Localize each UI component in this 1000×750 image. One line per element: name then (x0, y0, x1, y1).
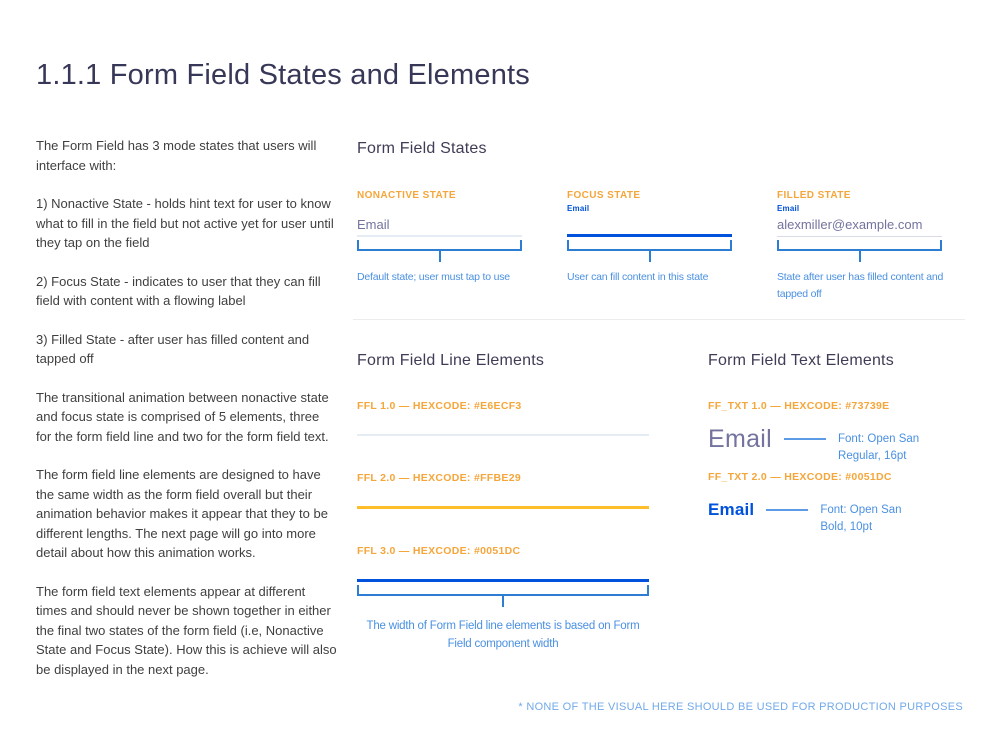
width-bracket (357, 585, 649, 596)
section-divider (353, 319, 965, 320)
field-underline (777, 236, 942, 237)
field-value-text: alexmiller@example.com (777, 217, 923, 232)
font-note-line: Font: Open San (820, 503, 902, 516)
ffl-2-line-swatch (357, 506, 649, 509)
state-caption: User can fill content in this state (567, 271, 709, 283)
intro-paragraph: The form field line elements are designed to have the same width as the form field overall but their animation behavior makes it appear that they to be different lengths. The next page will go into more detail about how this animation works. (36, 467, 328, 560)
form-field-demo-filled (777, 202, 942, 237)
texts-body (708, 400, 970, 533)
fftxt-1-label: FF_TXT 1.0 — HEXCODE: #73739E (708, 400, 890, 412)
field-underline (567, 234, 732, 237)
intro-text (36, 136, 338, 698)
font-note-line: Regular, 16pt (838, 450, 907, 463)
width-bracket (567, 240, 732, 251)
lines-caption: The width of Form Field line elements is based on Form Field component width (366, 620, 640, 650)
page-title: 1.1.1 Form Field States and Elements (36, 59, 530, 92)
width-bracket (777, 240, 942, 251)
ffl-2-label: FFL 2.0 — HEXCODE: #FFBE29 (357, 472, 521, 484)
texts-section-heading: Form Field Text Elements (708, 352, 894, 369)
fftxt-1-sample-row (708, 422, 970, 463)
fftxt-2-label: FF_TXT 2.0 — HEXCODE: #0051DC (708, 470, 892, 483)
state-label: FOCUS STATE (567, 190, 641, 201)
connector-line (766, 509, 808, 511)
intro-paragraph: 3) Filled State - after user has filled content and tapped off (36, 331, 310, 366)
state-nonactive (357, 190, 522, 303)
fftxt-2-sample-row (708, 493, 970, 533)
lines-section-heading: Form Field Line Elements (357, 352, 545, 369)
ffl-3-label: FFL 3.0 — HEXCODE: #0051DC (357, 545, 521, 557)
state-filled (777, 190, 942, 303)
form-field-text-elements-section (708, 352, 970, 541)
fftxt-1-sample-text: Email (708, 424, 773, 453)
form-field-demo-nonactive (357, 202, 522, 237)
ffl-1-line-swatch (357, 434, 649, 436)
intro-paragraph: The form field text elements appear at different times and should never be shown together in either the final two states of the form field (i.e, Nonactive State and Focus State). How this is achieve will also be displayed in the next page. (36, 583, 337, 677)
intro-paragraph: 1) Nonactive State - holds hint text for user to know what to fill in the field but not active yet for user until they tap on the field (36, 196, 334, 250)
intro-paragraph: 2) Focus State - indicates to user that they can fill field with content with a flowing label (36, 273, 321, 308)
ffl-1-label: FFL 1.0 — HEXCODE: #E6ECF3 (357, 400, 522, 412)
production-disclaimer: * NONE OF THE VISUAL HERE SHOULD BE USED FOR PRODUCTION PURPOSES (518, 701, 963, 713)
state-focus (567, 190, 732, 303)
states-row (357, 190, 943, 303)
field-hint-text: Email (357, 217, 390, 232)
form-field-states-section (357, 140, 943, 303)
intro-paragraph: The Form Field has 3 mode states that users will interface with: (36, 138, 317, 173)
ffl-3-line-swatch (357, 579, 649, 582)
states-section-heading: Form Field States (357, 140, 487, 157)
field-underline (357, 235, 522, 237)
fftxt-2-sample-text: Email (708, 499, 755, 519)
field-floating-label: Email (777, 204, 800, 213)
connector-line (784, 438, 826, 440)
lines-body (357, 400, 649, 654)
font-note-line: Font: Open San (838, 433, 920, 445)
state-caption: Default state; user must tap to use (357, 271, 510, 283)
state-label: FILLED STATE (777, 190, 851, 201)
form-field-demo-focus (567, 202, 732, 237)
intro-paragraph: The transitional animation between nonactive state and focus state is comprised of 5 elements, three for the form field line and two for the form field text. (36, 389, 329, 444)
fftxt-2-font-note (820, 502, 901, 537)
field-floating-label: Email (567, 204, 590, 213)
state-label: NONACTIVE STATE (357, 190, 456, 201)
font-note-line: Bold, 10pt (820, 520, 873, 533)
form-field-line-elements-section (357, 352, 649, 654)
fftxt-1-font-note (838, 431, 919, 466)
state-caption: State after user has filled content and tapped off (777, 271, 944, 300)
width-bracket (357, 240, 522, 251)
